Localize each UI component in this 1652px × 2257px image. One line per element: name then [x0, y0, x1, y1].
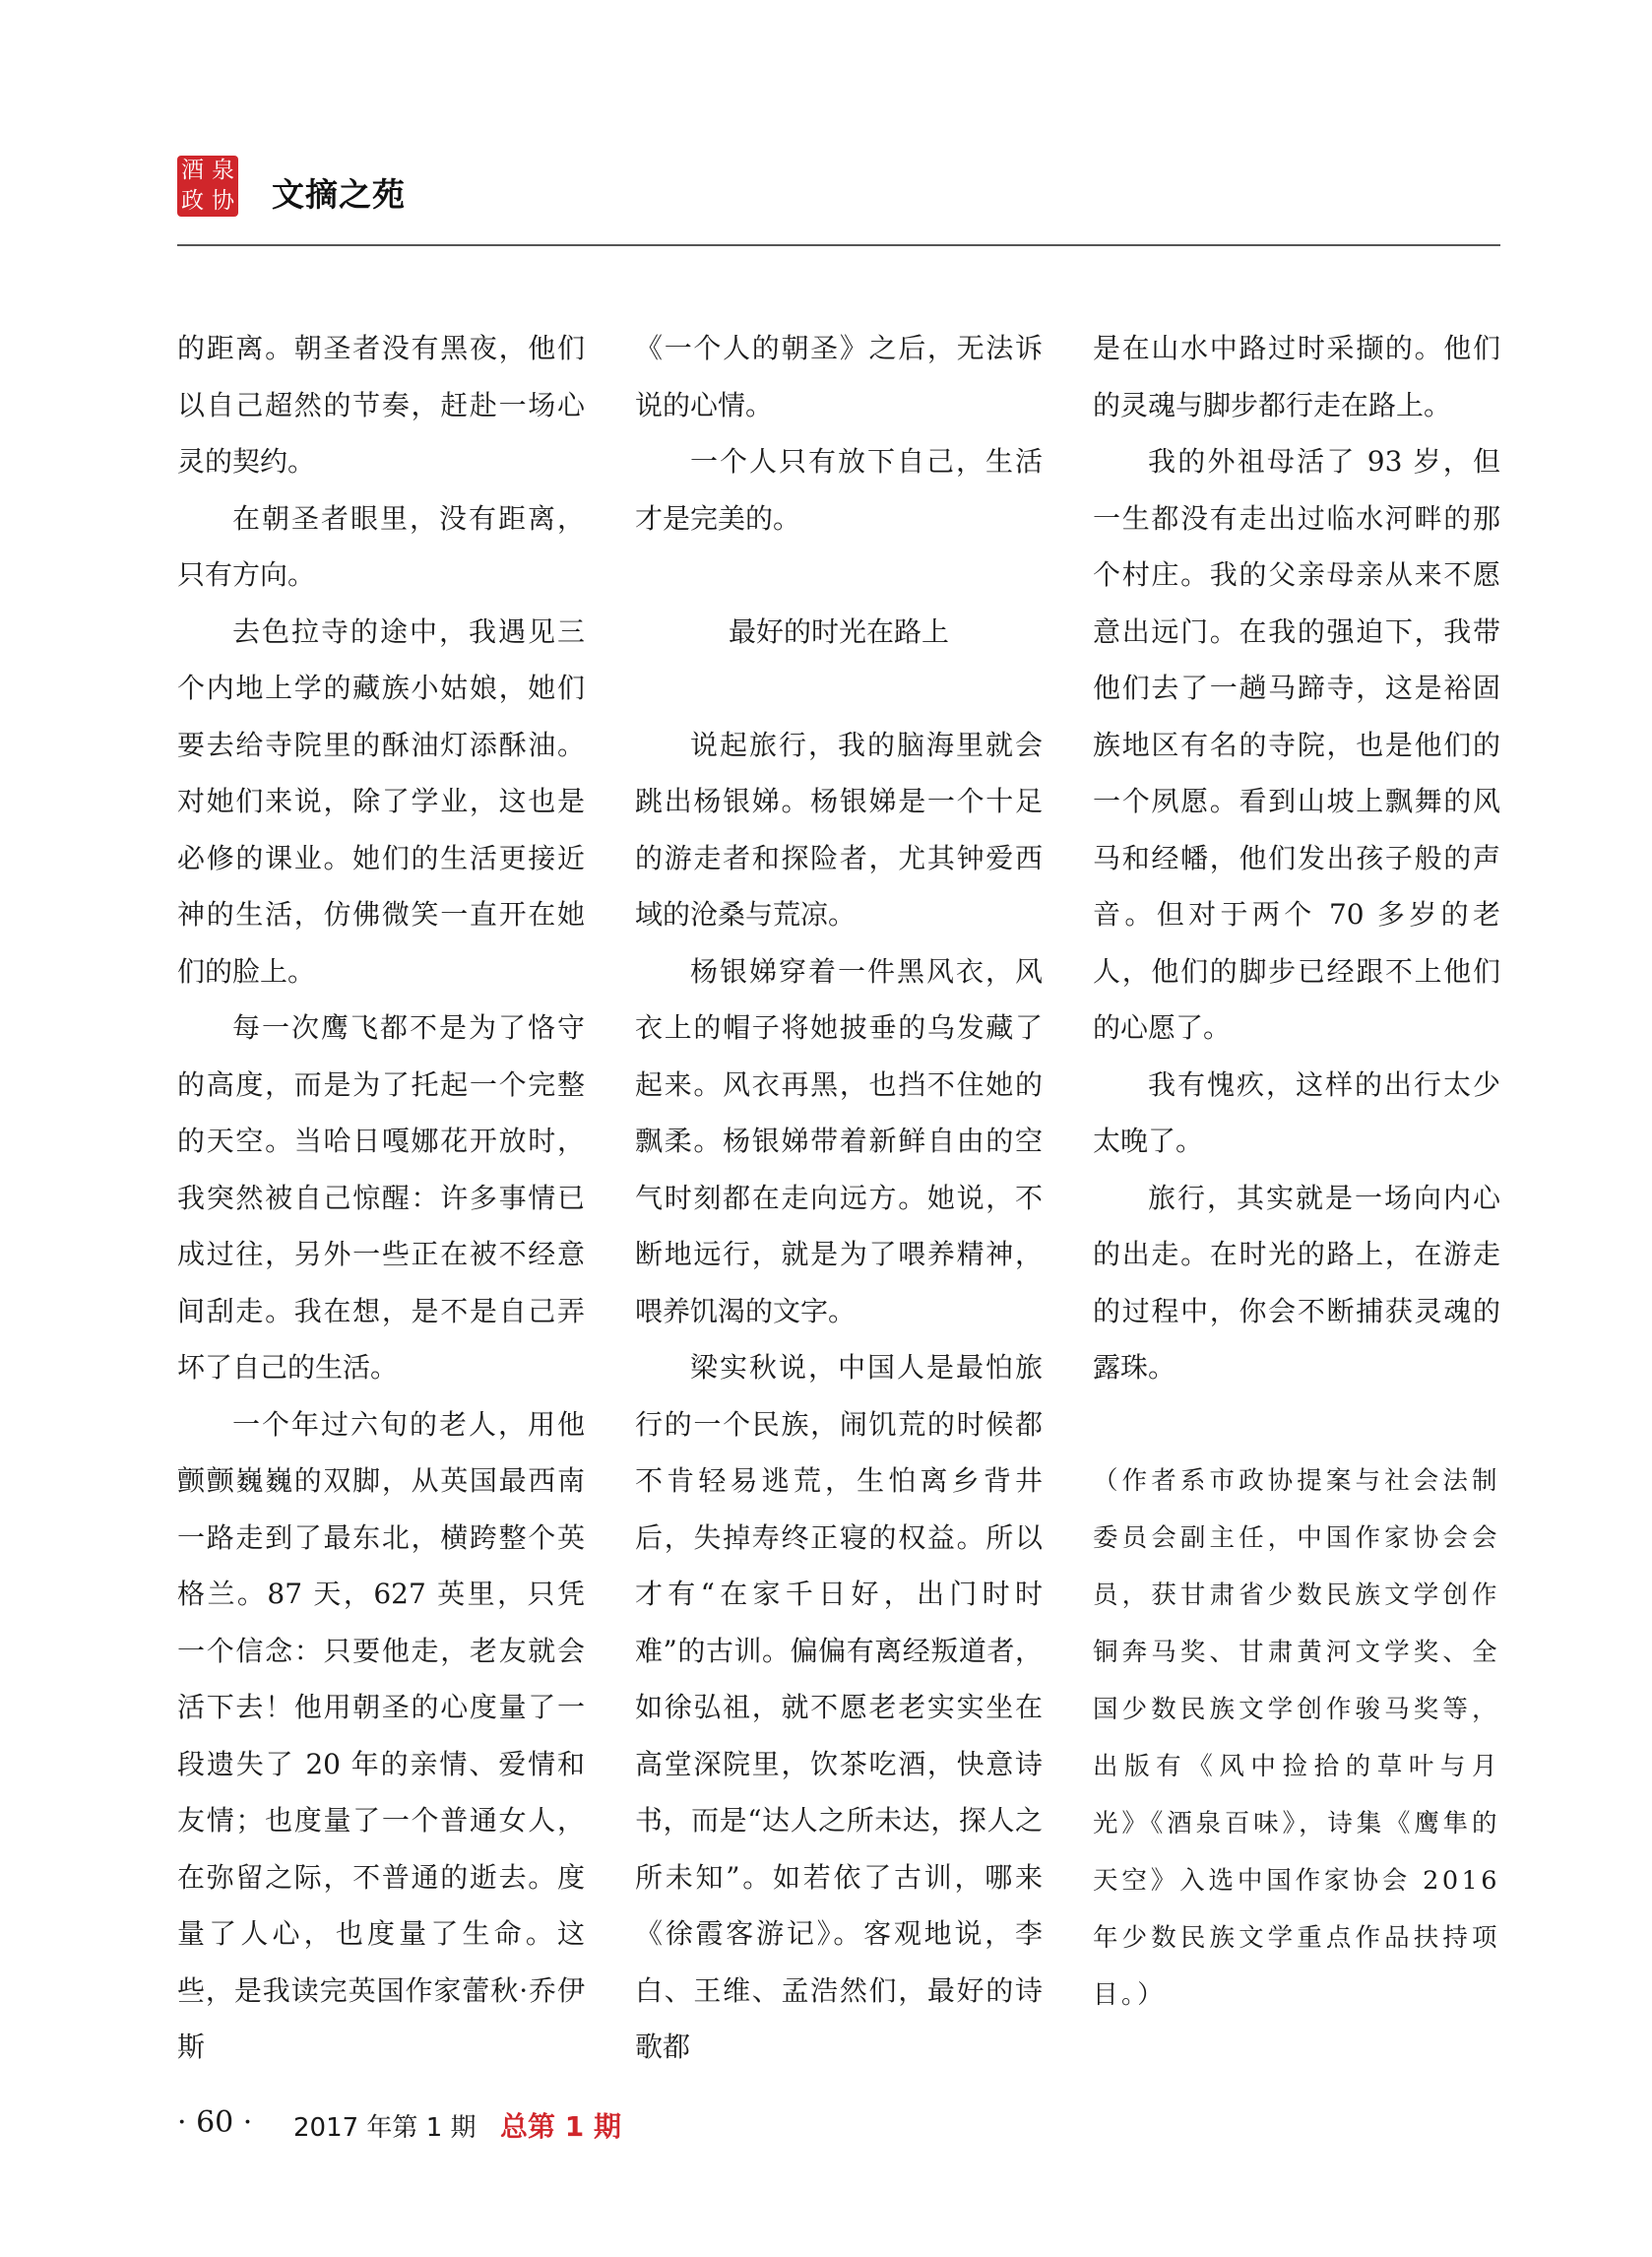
text-column-2	[635, 320, 1043, 2076]
paragraph: 我有愧疚，这样的出行太少太晚了。	[1093, 1067, 1500, 1157]
paragraph: 一个人只有放下自己，生活才是完美的。	[635, 445, 1043, 535]
paragraph: 在朝圣者眼里，没有距离，只有方向。	[177, 501, 585, 591]
paragraph: 去色拉寺的途中，我遇见三个内地上学的藏族小姑娘，她们要去给寺院里的酥油灯添酥油。对她们来说，除了学业，这也是必修的课业。她们的生活更接近神的生活，仿佛微笑一直开在她们的脸上。	[177, 614, 585, 988]
paragraph: 的距离。朝圣者没有黑夜，他们以自己超然的节奏，赶赴一场心灵的契约。	[177, 332, 585, 478]
subsection-title: 最好的时光在路上	[728, 614, 949, 648]
text-column-3	[1093, 320, 1500, 2024]
spacer	[635, 547, 1043, 604]
paragraph: 旅行，其实就是一场向内心的出走。在时光的路上，在游走的过程中，你会不断捕获灵魂的露珠。	[1093, 1181, 1500, 1384]
paragraph: 我的外祖母活了 93 岁，但一生都没有走出过临水河畔的那个村庄。我的父亲母亲从来不愿意出远门。在我的强迫下，我带他们去了一趟马蹄寺，这是裕固族地区有名的寺院，也是他们的一个夙愿。看到山坡上飘舞的风马和经幡，他们发出孩子般的声音。但对于两个 70 多岁的老人，他们的脚步已经跟不上他们的心愿了。	[1093, 445, 1500, 1044]
seal-char: 政	[181, 188, 204, 214]
page-header	[177, 148, 1500, 226]
text-column-1	[177, 320, 585, 2076]
seal-char: 泉	[212, 158, 234, 183]
spacer	[635, 660, 1043, 717]
journal-seal-logo	[177, 156, 238, 217]
section-title: 文摘之苑	[272, 175, 406, 214]
paragraph: 一个年过六旬的老人，用他颤颤巍巍的双脚，从英国最西南一路走到了最东北，横跨整个英格兰。87 天，627 英里，只凭一个信念：只要他走，老友就会活下去！他用朝圣的心度量了一段遗失了 20 年的亲情、爱情和友情；也度量了一个普通女人，在弥留之际，不普通的逝去。度量了人心，也度量了生命。这些，是我读完英国作家蕾秋·乔伊斯	[177, 1407, 585, 2063]
spacer	[1093, 1396, 1500, 1453]
seal-char: 协	[212, 188, 234, 214]
header-divider	[177, 244, 1500, 246]
seal-char: 酒	[181, 158, 204, 183]
page-number: · 60 ·	[177, 2105, 253, 2140]
paragraph: 杨银娣穿着一件黑风衣，风衣上的帽子将她披垂的乌发藏了起来。风衣再黑，也挡不住她的飘柔。杨银娣带着新鲜自由的空气时刻都在走向远方。她说，不断地远行，就是为了喂养精神，喂养饥渴的文字。	[635, 954, 1043, 1327]
issue-label: 2017 年第 1 期	[293, 2113, 477, 2143]
paragraph: 梁实秋说，中国人是最怕旅行的一个民族，闹饥荒的时候都不肯轻易逃荒，生怕离乡背井后，失掉寿终正寝的权益。所以才有“在家千日好，出门时时难”的古训。偏偏有离经叛道者，如徐弘祖，就不愿老老实实坐在高堂深院里，饮茶吃酒，快意诗书，而是“达人之所未达，探人之所未知”。如若依了古训，哪来《徐霞客游记》。客观地说，李白、王维、孟浩然们，最好的诗歌都	[635, 1351, 1043, 2063]
paragraph: 《一个人的朝圣》之后，无法诉说的心情。	[635, 332, 1043, 421]
paragraph: 是在山水中路过时采撷的。他们的灵魂与脚步都行走在路上。	[1093, 332, 1500, 421]
author-note: （作者系市政协提案与社会法制委员会副主任，中国作家协会会员，获甘肃省少数民族文学创作铜奔马奖、甘肃黄河文学奖、全国少数民族文学创作骏马奖等，出版有《风中捡拾的草叶与月光》《酒泉百味》，诗集《鹰隼的天空》入选中国作家协会 2016 年少数民族文学重点作品扶持项目。）	[1093, 1466, 1500, 2010]
paragraph: 每一次鹰飞都不是为了恪守的高度，而是为了托起一个完整的天空。当哈日嘎娜花开放时，我突然被自己惊醒：许多事情已成过往，另外一些正在被不经意间刮走。我在想，是不是自己弄坏了自己的生活。	[177, 1011, 585, 1384]
paragraph: 说起旅行，我的脑海里就会跳出杨银娣。杨银娣是一个十足的游走者和探险者，尤其钟爱西域的沧桑与荒凉。	[635, 728, 1043, 931]
total-issue-label: 总第 1 期	[500, 2110, 621, 2143]
